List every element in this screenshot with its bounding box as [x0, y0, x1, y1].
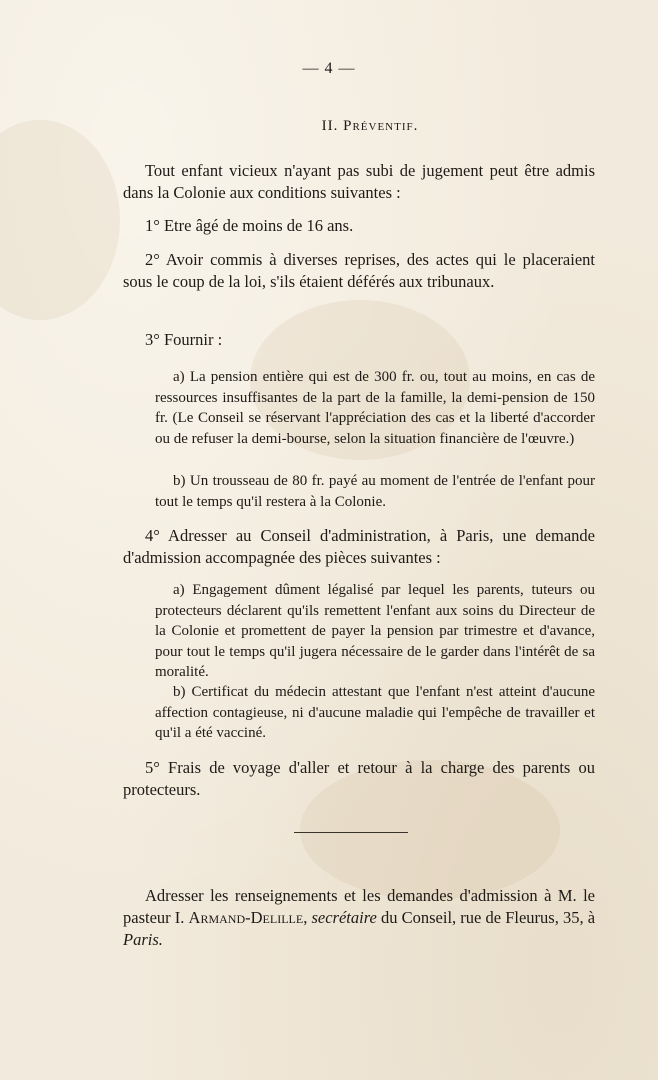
condition-4a: a) Engagement dûment légalisé par lequel les parents, tuteurs ou protecteurs déclarent qu'ils remettent l'enfant aux soins du Directeur de la Colonie et promettent de payer la pension par trimestre et d'avance, pour tout le temps qu'il jugera nécessaire de le garder dans l'intérêt de sa moralité. [155, 582, 595, 680]
footer-text-2: du Conseil, rue de Fleurus, 35, à [380, 908, 596, 927]
condition-1: 1° Etre âgé de moins de 16 ans. [145, 216, 354, 235]
condition-3b: b) Un trousseau de 80 fr. payé au moment de l'entrée de l'enfant pour tout le temps qu'il restera à la Colonie. [155, 473, 595, 510]
section-title [0, 118, 658, 135]
divider-rule [294, 832, 408, 833]
condition-4: 4° Adresser au Conseil d'administration, à Paris, une demande d'admission accompagnée des pièces suivantes : [123, 526, 595, 567]
condition-3a: a) La pension entière qui est de 300 fr. ou, tout au moins, en cas de ressources insuffisantes de la part de la famille, la demi-pension de 150 fr. (Le Conseil se réservant l'appréciation des cas et la liberté d'accorder ou de refuser la demi-bourse, selon la situation financière de l'œuvre.) [155, 369, 595, 447]
footer-name: Armand-Delille, [188, 908, 308, 927]
condition-5: 5° Frais de voyage d'aller et retour à la charge des parents ou protecteurs. [123, 758, 595, 799]
section-title-text: II. Préventif. [321, 118, 419, 134]
condition-4b: b) Certificat du médecin attestant que l'enfant n'est atteint d'aucune affection contagieuse, ni d'aucune maladie qui l'empêche de travailler et qu'il a été vacciné. [155, 684, 595, 741]
footer-role: secrétaire [311, 908, 377, 927]
paper-stain [0, 120, 120, 320]
condition-3: 3° Fournir : [145, 330, 223, 349]
condition-2: 2° Avoir commis à diverses reprises, des actes qui le placeraient sous le coup de la loi, s'ils étaient déférés aux tribunaux. [123, 250, 595, 291]
footer-text-1: Adresser les renseignements et les demandes d'admission à M. le pasteur I. [123, 886, 595, 927]
intro-paragraph: Tout enfant vicieux n'ayant pas subi de jugement peut être admis dans la Colonie aux conditions suivantes : [123, 161, 595, 202]
page-number: — 4 — [302, 60, 356, 77]
footer-city: Paris. [123, 930, 163, 949]
footer-paragraph [123, 885, 595, 951]
